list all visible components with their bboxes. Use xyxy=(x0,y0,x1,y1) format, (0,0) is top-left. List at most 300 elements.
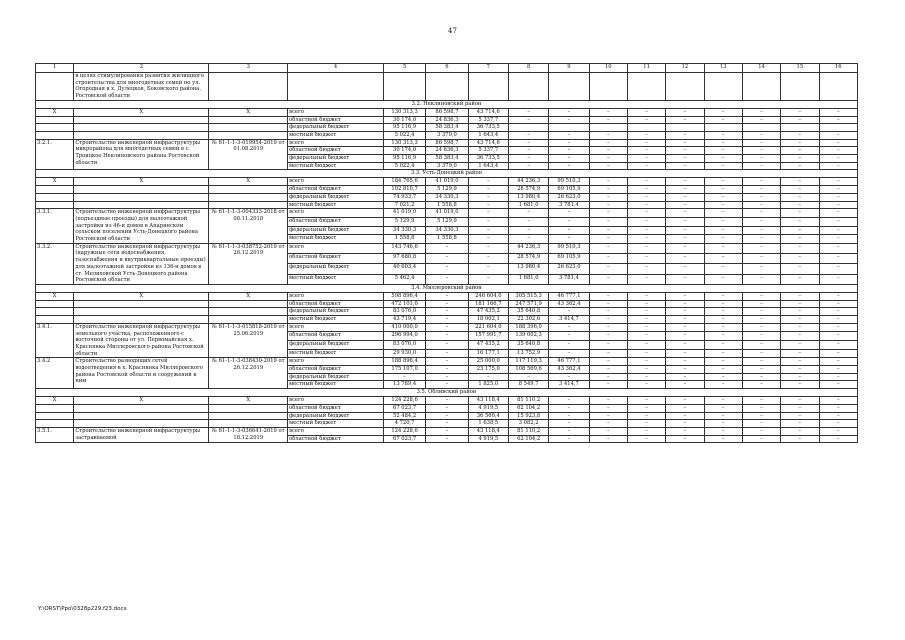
amount-cell: – xyxy=(627,243,665,253)
table-row xyxy=(36,316,858,324)
amount-cell: – xyxy=(627,274,665,284)
budget-table xyxy=(35,63,858,443)
amount-cell: – xyxy=(742,381,780,389)
table-row xyxy=(36,186,858,194)
amount-cell: – xyxy=(742,139,780,147)
amount-cell: – xyxy=(549,162,589,170)
amount-cell: – xyxy=(704,435,742,443)
amount-cell: 35 640,8 xyxy=(508,308,548,316)
amount-cell: 69 105,9 xyxy=(549,186,589,194)
amount-cell: 62 104,2 xyxy=(508,435,548,443)
amount-cell: 4 720,7 xyxy=(383,420,425,428)
amount-cell: – xyxy=(666,300,704,308)
amount-cell: – xyxy=(819,308,858,316)
funding-source-cell: областной бюджет xyxy=(288,366,384,374)
amount-cell: 247 571,9 xyxy=(508,300,548,308)
amount-cell: – xyxy=(781,404,819,412)
amount-cell: – xyxy=(704,292,742,300)
district-section-row xyxy=(36,389,858,397)
amount-cell: 410 000,0 xyxy=(383,323,425,332)
amount-cell: – xyxy=(589,162,627,170)
table-row xyxy=(36,404,858,412)
amount-cell: – xyxy=(781,201,819,209)
amount-cell: – xyxy=(666,162,704,170)
amount-cell: – xyxy=(666,412,704,420)
amount-cell: – xyxy=(426,264,468,274)
amount-cell: – xyxy=(781,217,819,226)
expertise-conclusion-cell xyxy=(209,131,288,139)
amount-cell: – xyxy=(742,209,780,218)
amount-cell: – xyxy=(704,404,742,412)
object-name-cell: X xyxy=(74,292,209,300)
amount-cell: – xyxy=(704,226,742,235)
amount-cell: – xyxy=(704,131,742,139)
amount-cell: – xyxy=(704,381,742,389)
item-number-cell: X xyxy=(36,108,74,116)
amount-cell xyxy=(781,73,819,101)
amount-cell: – xyxy=(666,243,704,253)
amount-cell: – xyxy=(704,139,742,147)
amount-cell: – xyxy=(781,178,819,186)
amount-cell: – xyxy=(549,404,589,412)
amount-cell: – xyxy=(781,397,819,405)
amount-cell: – xyxy=(742,116,780,124)
amount-cell: – xyxy=(704,308,742,316)
amount-cell: – xyxy=(508,209,548,218)
amount-cell: 36 560,4 xyxy=(468,412,508,420)
amount-cell: – xyxy=(819,226,858,235)
expertise-conclusion-cell xyxy=(209,420,288,428)
amount-cell: – xyxy=(508,155,548,163)
amount-cell: – xyxy=(589,308,627,316)
district-title: 3.3. Усть-Донецкий район xyxy=(36,170,858,178)
amount-cell: – xyxy=(549,108,589,116)
amount-cell: – xyxy=(819,131,858,139)
funding-source-cell: всего xyxy=(288,139,384,147)
amount-cell: 1 825,0 xyxy=(468,381,508,389)
amount-cell: – xyxy=(508,217,548,226)
amount-cell: – xyxy=(627,300,665,308)
amount-cell: – xyxy=(704,341,742,350)
item-number-cell: 3.4.2 xyxy=(36,358,74,389)
amount-cell: 246 604,0 xyxy=(468,292,508,300)
page-number: 47 xyxy=(448,27,457,35)
amount-cell: – xyxy=(704,209,742,218)
amount-cell: – xyxy=(589,381,627,389)
amount-cell: – xyxy=(426,349,468,358)
amount-cell: – xyxy=(549,397,589,405)
amount-cell: – xyxy=(704,427,742,435)
amount-cell xyxy=(549,124,589,132)
amount-cell: – xyxy=(819,404,858,412)
expertise-conclusion-cell: X xyxy=(209,292,288,300)
amount-cell: – xyxy=(781,147,819,155)
amount-cell: 81 110,2 xyxy=(508,397,548,405)
amount-cell: – xyxy=(666,427,704,435)
funding-source-cell: областной бюджет xyxy=(288,147,384,155)
amount-cell: – xyxy=(627,139,665,147)
amount-cell: – xyxy=(627,308,665,316)
amount-cell: – xyxy=(666,308,704,316)
amount-cell xyxy=(819,73,858,101)
amount-cell: – xyxy=(819,300,858,308)
amount-cell: – xyxy=(627,162,665,170)
amount-cell: – xyxy=(549,332,589,341)
amount-cell: – xyxy=(781,162,819,170)
item-number-cell xyxy=(36,73,74,101)
amount-cell: – xyxy=(781,226,819,235)
amount-cell: – xyxy=(627,292,665,300)
amount-cell: – xyxy=(742,108,780,116)
item-number-cell xyxy=(36,420,74,428)
amount-cell: – xyxy=(704,358,742,366)
table-row xyxy=(36,193,858,201)
amount-cell: – xyxy=(781,412,819,420)
amount-cell: – xyxy=(549,349,589,358)
column-number-cell: 2 xyxy=(74,64,209,73)
amount-cell: – xyxy=(742,308,780,316)
amount-cell: – xyxy=(627,131,665,139)
amount-cell: – xyxy=(549,235,589,244)
amount-cell: 1 643,4 xyxy=(468,162,508,170)
amount-cell: – xyxy=(589,300,627,308)
amount-cell: – xyxy=(426,404,468,412)
amount-cell: – xyxy=(781,349,819,358)
amount-cell: – xyxy=(627,193,665,201)
amount-cell: – xyxy=(589,193,627,201)
amount-cell: – xyxy=(627,209,665,218)
amount-cell: – xyxy=(549,373,589,381)
amount-cell: – xyxy=(704,178,742,186)
amount-cell: 4 919,5 xyxy=(468,404,508,412)
funding-source-cell: всего xyxy=(288,108,384,116)
amount-cell: – xyxy=(589,178,627,186)
amount-cell: – xyxy=(819,116,858,124)
amount-cell: – xyxy=(704,162,742,170)
district-section-row xyxy=(36,170,858,178)
expertise-conclusion-cell: № 61-1-1-3-004333-2018 от 08.11.2018 xyxy=(209,209,288,244)
amount-cell: – xyxy=(666,147,704,155)
amount-cell: 28 574,9 xyxy=(508,186,548,194)
item-number-cell: X xyxy=(36,178,74,186)
file-path-footer: Y:\ORST\Ppo\0328p229.f23.docx xyxy=(38,606,127,612)
amount-cell: 5 022,4 xyxy=(383,162,425,170)
amount-cell: – xyxy=(742,427,780,435)
amount-cell: – xyxy=(426,420,468,428)
amount-cell: – xyxy=(589,274,627,284)
amount-cell: – xyxy=(666,332,704,341)
funding-source-cell: местный бюджет xyxy=(288,235,384,244)
amount-cell: – xyxy=(549,226,589,235)
amount-cell: – xyxy=(549,217,589,226)
amount-cell: – xyxy=(781,186,819,194)
amount-cell: – xyxy=(627,412,665,420)
amount-cell: – xyxy=(819,274,858,284)
amount-cell: – xyxy=(704,264,742,274)
amount-cell: – xyxy=(426,243,468,253)
amount-cell: – xyxy=(666,254,704,264)
amount-cell: – xyxy=(819,373,858,381)
amount-cell: – xyxy=(666,201,704,209)
amount-cell: – xyxy=(704,243,742,253)
amount-cell: – xyxy=(508,373,548,381)
amount-cell: – xyxy=(781,420,819,428)
amount-cell: – xyxy=(666,131,704,139)
expertise-conclusion-cell xyxy=(209,300,288,308)
amount-cell: – xyxy=(589,139,627,147)
funding-source-cell: местный бюджет xyxy=(288,131,384,139)
item-number-cell xyxy=(36,186,74,194)
amount-cell: – xyxy=(819,264,858,274)
amount-cell: 74 933,7 xyxy=(383,193,425,201)
amount-cell: – xyxy=(742,373,780,381)
amount-cell: – xyxy=(627,358,665,366)
amount-cell: 305 515,3 xyxy=(508,292,548,300)
funding-source-cell: всего xyxy=(288,427,384,435)
funding-source-cell: федеральный бюджет xyxy=(288,412,384,420)
amount-cell: – xyxy=(819,162,858,170)
amount-cell: – xyxy=(468,264,508,274)
item-number-cell: 3.5.1. xyxy=(36,427,74,442)
amount-cell: – xyxy=(508,139,548,147)
amount-cell: – xyxy=(781,323,819,332)
amount-cell: – xyxy=(627,420,665,428)
amount-cell: – xyxy=(627,116,665,124)
amount-cell: – xyxy=(781,366,819,374)
expertise-conclusion-cell xyxy=(209,193,288,201)
amount-cell: – xyxy=(627,186,665,194)
expertise-conclusion-cell: № 61-1-1-3-036641-2019 от 18.12.2019 xyxy=(209,427,288,442)
amount-cell: – xyxy=(627,254,665,264)
column-number-cell: 7 xyxy=(468,64,508,73)
amount-cell: 22 302,6 xyxy=(508,316,548,324)
amount-cell: – xyxy=(819,155,858,163)
amount-cell: – xyxy=(589,108,627,116)
amount-cell: – xyxy=(549,209,589,218)
amount-cell: – xyxy=(781,235,819,244)
amount-cell: 24 836,3 xyxy=(426,116,468,124)
amount-cell: – xyxy=(468,243,508,253)
item-number-cell xyxy=(36,308,74,316)
amount-cell: – xyxy=(742,300,780,308)
amount-cell: – xyxy=(666,366,704,374)
amount-cell: 108 569,6 xyxy=(508,366,548,374)
table-row xyxy=(36,178,858,186)
amount-cell: – xyxy=(704,412,742,420)
amount-cell: – xyxy=(589,155,627,163)
amount-cell: – xyxy=(508,116,548,124)
column-number-cell: 5 xyxy=(383,64,425,73)
expertise-conclusion-cell: № 61-1-1-3-015818-2019 от 25.06.2019 xyxy=(209,323,288,358)
amount-cell: 130 313,3 xyxy=(383,139,425,147)
amount-cell: 46 777,1 xyxy=(549,292,589,300)
amount-cell: 43 714,6 xyxy=(468,139,508,147)
amount-cell xyxy=(742,124,780,132)
amount-cell: – xyxy=(666,178,704,186)
item-number-cell: X xyxy=(36,292,74,300)
amount-cell: 7 021,2 xyxy=(383,201,425,209)
amount-cell: 95 116,9 xyxy=(383,155,425,163)
amount-cell: – xyxy=(704,420,742,428)
amount-cell: 52 484,2 xyxy=(383,412,425,420)
amount-cell: 296 994,0 xyxy=(383,332,425,341)
amount-cell: 58 383,4 xyxy=(426,155,468,163)
item-number-cell xyxy=(36,404,74,412)
item-number-cell: 3.3.1. xyxy=(36,209,74,244)
item-number-cell xyxy=(36,131,74,139)
amount-cell: – xyxy=(704,116,742,124)
amount-cell: – xyxy=(781,108,819,116)
column-number-cell: 9 xyxy=(549,64,589,73)
object-name-cell xyxy=(74,412,209,420)
object-name-cell: Строительство инженерной инфраструктуры микрорайона для многодетных семей в с. Троицкое Неклиновского района Ростовской области xyxy=(74,139,209,170)
funding-source-cell: местный бюджет xyxy=(288,349,384,358)
funding-source-cell: областной бюджет xyxy=(288,116,384,124)
amount-cell: – xyxy=(819,186,858,194)
amount-cell: – xyxy=(589,254,627,264)
amount-cell: – xyxy=(704,186,742,194)
amount-cell: – xyxy=(589,397,627,405)
amount-cell: – xyxy=(589,435,627,443)
amount-cell: – xyxy=(666,264,704,274)
amount-cell: 97 680,8 xyxy=(383,254,425,264)
funding-source-cell: местный бюджет xyxy=(288,162,384,170)
amount-cell: – xyxy=(704,147,742,155)
amount-cell: – xyxy=(468,274,508,284)
amount-cell: – xyxy=(742,243,780,253)
amount-cell: 1 558,8 xyxy=(426,201,468,209)
amount-cell: – xyxy=(819,323,858,332)
amount-cell: – xyxy=(704,201,742,209)
amount-cell: – xyxy=(627,349,665,358)
amount-cell: – xyxy=(589,209,627,218)
amount-cell: 47 435,2 xyxy=(468,341,508,350)
amount-cell: – xyxy=(426,373,468,381)
amount-cell: – xyxy=(627,373,665,381)
amount-cell xyxy=(549,73,589,101)
amount-cell: 184 765,6 xyxy=(383,178,425,186)
table-row xyxy=(36,427,858,435)
amount-cell: – xyxy=(589,147,627,155)
amount-cell: – xyxy=(426,341,468,350)
amount-cell: – xyxy=(666,404,704,412)
funding-source-cell: федеральный бюджет xyxy=(288,341,384,350)
amount-cell xyxy=(589,124,627,132)
table-row xyxy=(36,131,858,139)
amount-cell: – xyxy=(627,235,665,244)
expertise-conclusion-cell xyxy=(209,116,288,124)
funding-source-cell: областной бюджет xyxy=(288,435,384,443)
amount-cell: 157 991,7 xyxy=(468,332,508,341)
amount-cell: 1 558,8 xyxy=(426,235,468,244)
amount-cell: – xyxy=(666,209,704,218)
amount-cell xyxy=(781,124,819,132)
amount-cell: 5 337,7 xyxy=(468,147,508,155)
amount-cell xyxy=(468,73,508,101)
amount-cell: – xyxy=(627,381,665,389)
amount-cell: – xyxy=(781,332,819,341)
amount-cell: – xyxy=(704,397,742,405)
amount-cell: – xyxy=(819,201,858,209)
amount-cell: – xyxy=(819,217,858,226)
column-number-cell: 16 xyxy=(819,64,858,73)
amount-cell: – xyxy=(742,341,780,350)
amount-cell: – xyxy=(819,341,858,350)
amount-cell: – xyxy=(627,427,665,435)
amount-cell: 117 119,3 xyxy=(508,358,548,366)
amount-cell: – xyxy=(589,341,627,350)
amount-cell: – xyxy=(383,373,425,381)
amount-cell: – xyxy=(666,397,704,405)
amount-cell: 41 019,0 xyxy=(426,209,468,218)
amount-cell: – xyxy=(589,316,627,324)
column-number-cell: 3 xyxy=(209,64,288,73)
funding-source-cell: федеральный бюджет xyxy=(288,373,384,381)
amount-cell: 62 104,2 xyxy=(508,404,548,412)
amount-cell: – xyxy=(781,274,819,284)
district-title: 3.4. Миллеровский район xyxy=(36,284,858,292)
funding-source-cell: областной бюджет xyxy=(288,300,384,308)
amount-cell: – xyxy=(819,139,858,147)
funding-source-cell: федеральный бюджет xyxy=(288,264,384,274)
amount-cell: – xyxy=(589,366,627,374)
district-title: 3.2. Неклиновский район xyxy=(36,100,858,108)
amount-cell: – xyxy=(666,381,704,389)
amount-cell: – xyxy=(468,373,508,381)
amount-cell: – xyxy=(549,139,589,147)
amount-cell: 4 919,5 xyxy=(468,435,508,443)
amount-cell: 1 638,5 xyxy=(468,420,508,428)
amount-cell: – xyxy=(508,131,548,139)
amount-cell: – xyxy=(426,358,468,366)
amount-cell: – xyxy=(589,358,627,366)
amount-cell: 24 836,3 xyxy=(426,147,468,155)
amount-cell xyxy=(666,73,704,101)
amount-cell: 102 810,7 xyxy=(383,186,425,194)
amount-cell: – xyxy=(781,254,819,264)
amount-cell: – xyxy=(742,358,780,366)
amount-cell: 3 379,0 xyxy=(426,131,468,139)
object-name-cell xyxy=(74,420,209,428)
amount-cell: – xyxy=(742,217,780,226)
amount-cell xyxy=(704,73,742,101)
amount-cell: – xyxy=(549,412,589,420)
amount-cell: – xyxy=(508,226,548,235)
amount-cell xyxy=(627,124,665,132)
amount-cell: – xyxy=(508,147,548,155)
amount-cell: – xyxy=(426,308,468,316)
amount-cell: – xyxy=(589,404,627,412)
amount-cell: – xyxy=(666,341,704,350)
funding-source-cell: федеральный бюджет xyxy=(288,124,384,132)
amount-cell: – xyxy=(819,147,858,155)
expertise-conclusion-cell: X xyxy=(209,397,288,405)
amount-cell: – xyxy=(589,412,627,420)
amount-cell: 3 379,0 xyxy=(426,162,468,170)
object-name-cell xyxy=(74,116,209,124)
amount-cell: – xyxy=(742,131,780,139)
amount-cell: – xyxy=(549,420,589,428)
amount-cell: – xyxy=(627,435,665,443)
amount-cell: 5 022,4 xyxy=(383,131,425,139)
amount-cell: 181 166,7 xyxy=(468,300,508,308)
district-section-row xyxy=(36,284,858,292)
amount-cell: 43 118,4 xyxy=(468,427,508,435)
amount-cell: – xyxy=(589,349,627,358)
amount-cell: 28 574,9 xyxy=(508,254,548,264)
amount-cell xyxy=(704,124,742,132)
amount-cell: – xyxy=(426,381,468,389)
